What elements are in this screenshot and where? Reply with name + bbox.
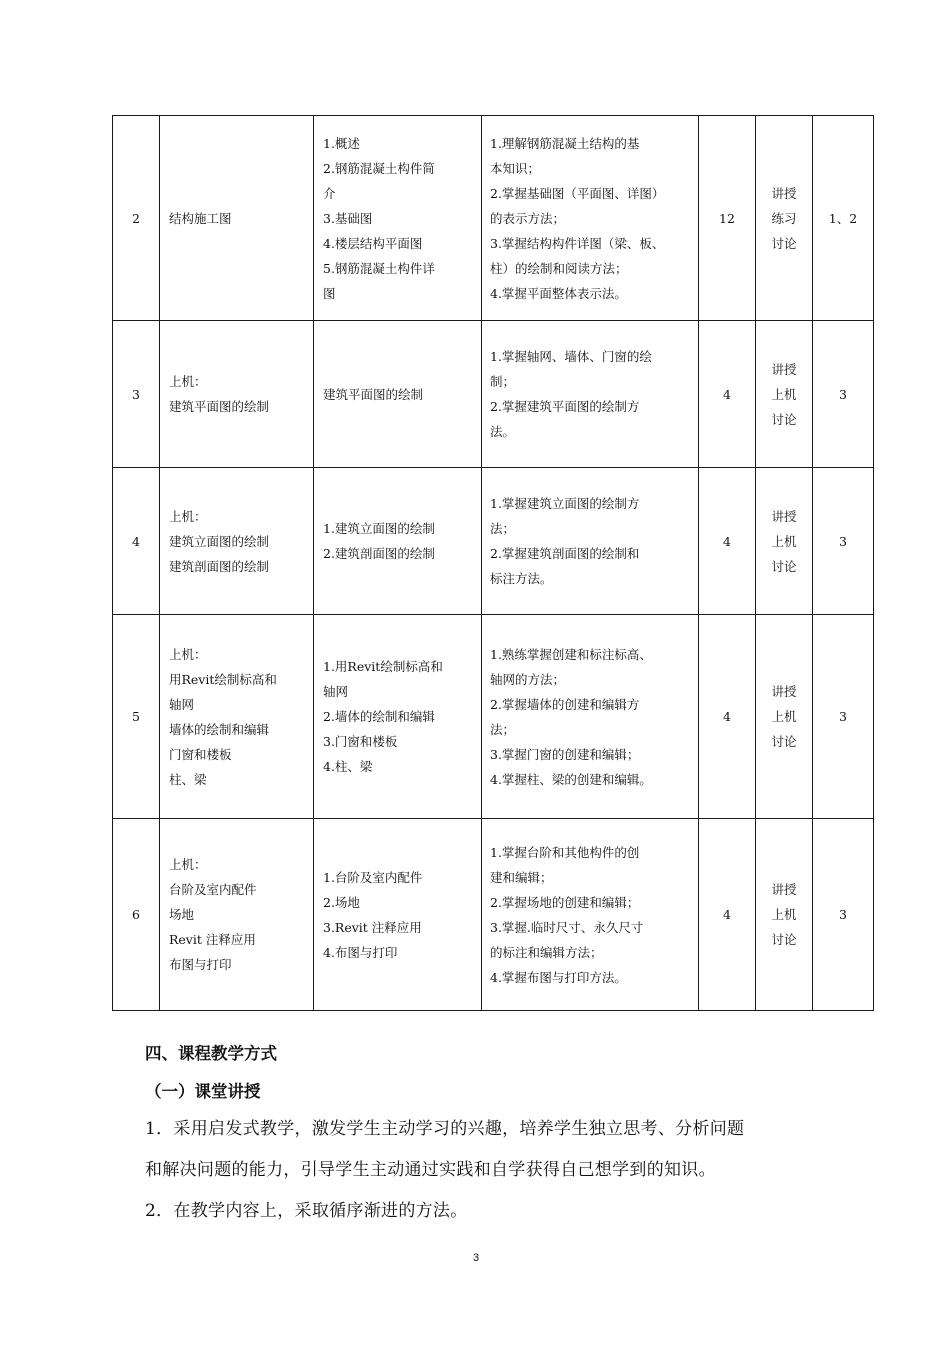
topic-cell-line: 上机： [169,508,207,524]
requirements-cell-line: 的标注和编辑方法； [490,944,603,960]
requirements-cell-line: 2.掌握建筑平面图的绘制方 [490,399,640,414]
content-cell-line: 图 [323,285,336,301]
requirements-cell-line: 法； [490,721,516,737]
table-row [113,468,874,615]
requirements-cell-line: 4.掌握柱、梁的创建和编辑。 [490,771,652,787]
requirements-cell-line: 1.理解钢筋混凝土结构的基 [490,135,640,151]
hours-cell: 4 [699,615,756,819]
topic-cell-line: 上机： [169,646,207,662]
methods-cell-line: 讨论 [771,734,797,749]
topic-cell [160,819,314,1011]
topic-cell-line: 用Revit绘制标高和 [169,671,277,687]
paragraph-line-2: 和解决问题的能力，引导学生主动通过实践和自学获得自己想学到的知识。 [145,1160,716,1180]
methods-cell-line: 上机 [771,907,797,922]
requirements-cell [482,321,699,468]
row-number-cell: 2 [113,116,160,321]
content-cell-line: 2.场地 [323,894,360,910]
methods-cell-line: 练习 [771,210,797,226]
requirements-cell-line: 4.掌握平面整体表示法。 [490,285,627,301]
topic-cell-line: 建筑剖面图的绘制 [169,558,270,574]
requirements-cell-line: 建和编辑； [490,869,553,885]
content-cell-line: 1.建筑立面图的绘制 [323,521,435,536]
content-cell-line: 3.门窗和楼板 [323,734,398,749]
requirements-cell-line: 本知识； [490,160,541,176]
hours-cell: 4 [699,819,756,1011]
requirements-cell-line: 轴网的方法； [490,671,566,687]
methods-cell-line: 上机 [771,386,797,402]
topic-cell-line: 布图与打印 [169,957,232,972]
requirements-cell-line: 制； [490,374,516,389]
table-row [113,819,874,1011]
row-number-cell: 4 [113,468,160,615]
requirements-cell [482,116,699,321]
goals-cell: 3 [813,321,874,468]
schedule-table-body [113,116,874,1011]
content-cell [314,468,482,615]
topic-cell [160,615,314,819]
row-number-cell: 6 [113,819,160,1011]
methods-cell [756,321,813,468]
topic-cell-line: 结构施工图 [169,210,232,226]
content-cell [314,615,482,819]
methods-cell [756,819,813,1011]
requirements-cell-line: 1.掌握建筑立面图的绘制方 [490,496,640,511]
topic-cell-line: 上机： [169,374,207,389]
methods-cell-line: 讲授 [771,882,797,897]
requirements-cell-line: 2.掌握墙体的创建和编辑方 [490,696,640,712]
content-cell-line: 建筑平面图的绘制 [323,386,424,402]
topic-cell-line: 柱、梁 [169,771,207,787]
methods-cell [756,615,813,819]
content-cell-line: 1.概述 [323,135,360,151]
requirements-cell-line: 2.掌握建筑剖面图的绘制和 [490,546,640,561]
table-row [113,615,874,819]
topic-cell-line: 场地 [169,907,195,922]
content-cell-line: 5.钢筋混凝土构件详 [323,260,435,276]
topic-cell-line: Revit 注释应用 [169,932,256,947]
requirements-cell-line: 3.掌握结构构件详图（梁、板、 [490,235,665,251]
requirements-cell-line: 1.熟练掌握创建和标注标高、 [490,646,652,662]
goals-cell: 3 [813,819,874,1011]
requirements-cell [482,819,699,1011]
methods-cell-line: 讨论 [771,235,797,251]
row-number-cell: 3 [113,321,160,468]
hours-cell: 4 [699,468,756,615]
page-number: 3 [472,1252,480,1264]
methods-cell-line: 讨论 [771,411,797,427]
content-cell-line: 2.建筑剖面图的绘制 [323,546,435,561]
topic-cell [160,468,314,615]
methods-cell-line: 讨论 [771,932,797,947]
schedule-table [112,115,874,1011]
topic-cell-line: 门窗和楼板 [169,746,232,762]
methods-cell-line: 讲授 [771,185,797,201]
topic-cell-line: 台阶及室内配件 [169,882,257,897]
topic-cell-line: 轴网 [169,696,195,712]
content-cell-line: 4.布图与打印 [323,944,398,960]
requirements-cell-line: 4.掌握布图与打印方法。 [490,969,627,985]
requirements-cell-line: 的表示方法； [490,210,566,226]
paragraph-line-3: 2．在教学内容上，采取循序渐进的方法。 [145,1201,468,1221]
requirements-cell-line: 1.掌握台阶和其他构件的创 [490,844,640,860]
requirements-cell-line: 2.掌握基础图（平面图、详图） [490,185,665,201]
content-cell-line: 介 [323,185,336,201]
methods-cell-line: 上机 [771,533,797,549]
topic-cell-line: 墙体的绘制和编辑 [169,721,270,737]
methods-cell-line: 讨论 [771,558,797,574]
topic-cell-line: 建筑平面图的绘制 [169,399,270,414]
hours-cell: 4 [699,321,756,468]
goals-cell: 3 [813,468,874,615]
hours-cell: 12 [699,116,756,321]
content-cell [314,819,482,1011]
topic-cell [160,116,314,321]
goals-cell: 1、2 [813,116,874,321]
content-cell-line: 2.墙体的绘制和编辑 [323,709,435,724]
content-cell-line: 1.用Revit绘制标高和 [323,659,443,674]
content-cell-line: 3.基础图 [323,210,373,226]
content-cell-line: 3.Revit 注释应用 [323,919,422,935]
requirements-cell-line: 3.掌握.临时尺寸、永久尺寸 [490,919,644,935]
methods-cell [756,116,813,321]
methods-cell-line: 讲授 [771,684,797,699]
topic-cell [160,321,314,468]
topic-cell-line: 建筑立面图的绘制 [169,533,270,549]
requirements-cell-line: 柱）的绘制和阅读方法； [490,260,628,276]
requirements-cell-line: 3.掌握门窗的创建和编辑； [490,746,640,762]
table-row [113,116,874,321]
requirements-cell-line: 标注方法。 [490,571,553,586]
requirements-cell-line: 法； [490,521,516,536]
content-cell [314,321,482,468]
content-cell-line: 4.柱、梁 [323,759,373,774]
requirements-cell-line: 法。 [490,424,516,439]
methods-cell-line: 讲授 [771,361,797,377]
content-cell-line: 2.钢筋混凝土构件简 [323,160,435,176]
paragraph-line-1: 1．采用启发式教学，激发学生主动学习的兴趣，培养学生独立思考、分析问题 [145,1119,745,1139]
subsection-heading: （一）课堂讲授 [145,1082,261,1101]
methods-cell-line: 讲授 [771,508,797,524]
content-cell-line: 1.台阶及室内配件 [323,869,423,885]
content-cell [314,116,482,321]
row-number-cell: 5 [113,615,160,819]
content-cell-line: 4.楼层结构平面图 [323,235,423,251]
section-heading: 四、课程教学方式 [145,1044,277,1063]
requirements-cell-line: 1.掌握轴网、墙体、门窗的绘 [490,349,652,364]
requirements-cell [482,468,699,615]
methods-cell [756,468,813,615]
goals-cell: 3 [813,615,874,819]
content-cell-line: 轴网 [323,684,349,699]
topic-cell-line: 上机： [169,857,207,872]
table-row [113,321,874,468]
requirements-cell-line: 2.掌握场地的创建和编辑； [490,894,640,910]
requirements-cell [482,615,699,819]
methods-cell-line: 上机 [771,709,797,724]
